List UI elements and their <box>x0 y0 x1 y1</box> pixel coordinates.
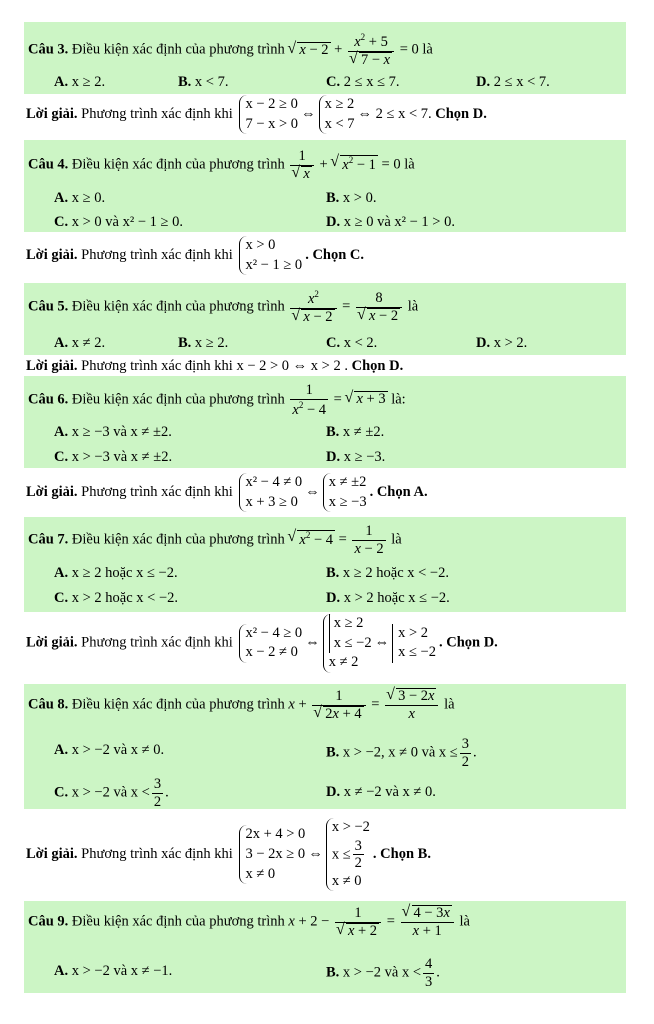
question-7-box <box>24 517 626 612</box>
option-d[interactable]: D. x ≥ 0 và x² − 1 > 0. <box>326 214 455 230</box>
option-c[interactable]: C. x > 2 hoặc x < −2. <box>54 590 179 606</box>
option-b[interactable]: B. x < 7. <box>178 74 229 90</box>
solution-8: Lời giải. Phương trình xác định khi 2x + 4 > 0 3 − 2x ≥ 0 x ≠ 0 ⇔ x > −2 x ≤ $\frac{3}{2}$ x ≠ 0 . Chọn B. <box>26 818 626 891</box>
option-d[interactable]: D. x > 2 hoặc x ≤ −2. <box>326 590 450 606</box>
question-8-stem: Câu 8. Điều kiện xác định của phương trình x + 1 √ 2x + 4 = √ $\frac{3 - 2x}{x}$ là <box>28 688 455 723</box>
option-a[interactable]: A. x ≥ −3 và x ≠ ±2. <box>54 424 172 440</box>
option-c[interactable]: C. x > 0 và x² − 1 ≥ 0. <box>54 214 183 230</box>
question-5-box <box>24 283 626 355</box>
question-6-box <box>24 376 626 468</box>
option-b[interactable]: B. x ≥ 2. <box>178 335 229 351</box>
option-c[interactable]: C. x < 2. <box>326 335 378 351</box>
question-4-box <box>24 140 626 232</box>
option-d[interactable]: D. x ≥ −3. <box>326 449 386 465</box>
solution-3: Lời giải. Phương trình xác định khi x − 2 ≥ 0 7 − x > 0 ⇔ x ≥ 2 x < 7 ⇔ 2 ≤ x < 7. Chọn D. <box>26 95 626 134</box>
solution-5: Lời giải. Phương trình xác định khi x − 2 > 0 ⇔ x > 2 . Chọn D. <box>26 358 404 374</box>
question-3-stem: Câu 3. Điều kiện xác định của phương trình √ x − 2 + $x^2 + 5$ √ 7 − x = 0 là <box>28 32 433 68</box>
option-d[interactable]: D. 2 ≤ x < 7. <box>476 74 550 90</box>
solution-7: Lời giải. Phương trình xác định khi x² − 4 ≥ 0 x − 2 ≠ 0 ⇔ x ≥ 2 x ≤ −2 x ≠ 2 ⇔ x > 2 x ≤ −2 . Chọn D. <box>26 614 626 673</box>
option-a[interactable]: A. x ≥ 2 hoặc x ≤ −2. <box>54 565 178 581</box>
option-b[interactable]: B. x > −2 và x < $\frac{4}{3}$ . <box>326 956 440 990</box>
option-c[interactable]: C. 2 ≤ x ≤ 7. <box>326 74 400 90</box>
question-9-box <box>24 901 626 993</box>
option-d[interactable]: D. x > 2. <box>476 335 528 351</box>
option-a[interactable]: A. x > −2 và x ≠ −1. <box>54 963 173 979</box>
option-a[interactable]: A. x ≥ 2. <box>54 74 106 90</box>
question-6-stem: Câu 6. Điều kiện xác định của phương trình $\frac{1}{x^2 - 4}$ = √ x + 3 là: <box>28 382 406 418</box>
option-a[interactable]: A. x ≠ 2. <box>54 335 106 351</box>
option-b[interactable]: B. x ≥ 2 hoặc x < −2. <box>326 565 449 581</box>
option-b[interactable]: B. x ≠ ±2. <box>326 424 385 440</box>
question-5-stem: Câu 5. Điều kiện xác định của phương trình $x^2$ √ x − 2 = 8 √ x − 2 là <box>28 289 418 325</box>
option-c[interactable]: C. x > −2 và x < $\frac{3}{2}$ . <box>54 776 169 810</box>
solution-6: Lời giải. Phương trình xác định khi x² − 4 ≠ 0 x + 3 ≥ 0 ⇔ x ≠ ±2 x ≥ −3 . Chọn A. <box>26 473 626 512</box>
option-a[interactable]: A. x ≥ 0. <box>54 190 106 206</box>
question-8-box <box>24 684 626 809</box>
option-b[interactable]: B. x > 0. <box>326 190 377 206</box>
option-a[interactable]: A. x > −2 và x ≠ 0. <box>54 742 165 758</box>
option-c[interactable]: C. x > −3 và x ≠ ±2. <box>54 449 173 465</box>
option-b[interactable]: B. x > −2, x ≠ 0 và x ≤ $\frac{3}{2}$ . <box>326 736 477 770</box>
question-9-stem: Câu 9. Điều kiện xác định của phương trình x + 2 − 1 √ x + 2 = √ $\frac{4 - 3x}{x + 1}$ là <box>28 905 470 940</box>
solution-4: Lời giải. Phương trình xác định khi x > 0 x² − 1 ≥ 0 . Chọn C. <box>26 236 626 275</box>
question-7-stem: Câu 7. Điều kiện xác định của phương trình √ $x^2 - 4$ = $\frac{1}{x - 2}$ là <box>28 523 402 557</box>
question-3-box <box>24 22 626 94</box>
option-d[interactable]: D. x ≠ −2 và x ≠ 0. <box>326 784 436 800</box>
question-4-stem: Câu 4. Điều kiện xác định của phương trình 1 √ x + √ $x^2 - 1 = 0$ là <box>28 148 415 183</box>
